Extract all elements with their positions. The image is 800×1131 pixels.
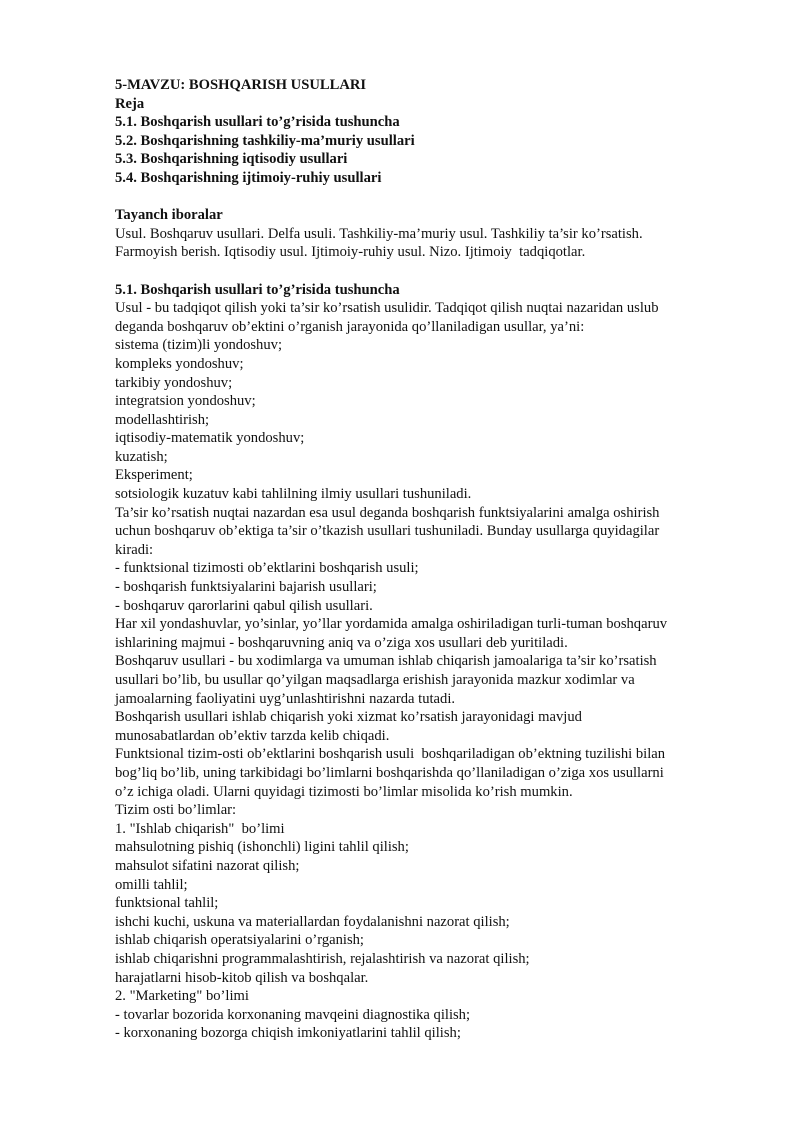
body-line: mahsulot sifatini nazorat qilish;: [115, 857, 300, 874]
body-line: iqtisodiy-matematik yondoshuv;: [115, 430, 305, 447]
section-heading: 5.1. Boshqarish usullari to’g’risida tushuncha: [115, 281, 400, 298]
body-line: 2. "Marketing" bo’limi: [115, 988, 249, 1005]
plan-item: 5.2. Boshqarishning tashkiliy-ma’muriy usullari: [115, 132, 415, 149]
body-line: 1. "Ishlab chiqarish" bo’limi: [115, 820, 285, 837]
body-line: - boshqaruv qarorlarini qabul qilish usullari.: [115, 597, 373, 614]
plan-label: Reja: [115, 95, 145, 112]
body-line: ishlab chiqarishni programmalashtirish, rejalashtirish va nazorat qilish;: [115, 950, 530, 967]
plan-item: 5.4. Boshqarishning ijtimoiy-ruhiy usullari: [115, 169, 382, 186]
body-line: tarkibiy yondoshuv;: [115, 374, 233, 391]
body-line: funktsional tahlil;: [115, 895, 219, 912]
body-line: kuzatish;: [115, 448, 168, 465]
body-line: sistema (tizim)li yondoshuv;: [115, 337, 283, 354]
plan-item: 5.3. Boshqarishning iqtisodiy usullari: [115, 151, 348, 168]
body-line: sotsiologik kuzatuv kabi tahlilning ilmiy usullari tushuniladi.: [115, 486, 472, 503]
document-title: 5-MAVZU: BOSHQARISH USULLARI: [115, 77, 367, 93]
body-line: o’z ichiga oladi. Ularni quyidagi tizimosti bo’limlar misolida ko’rish mumkin.: [115, 783, 573, 800]
body-line: integratsion yondoshuv;: [115, 393, 256, 410]
body-line: Boshqarish usullari ishlab chiqarish yoki xizmat ko’rsatish jarayonidagi mavjud: [115, 709, 582, 726]
body-line: Ta’sir ko’rsatish nuqtai nazardan esa usul deganda boshqarish funktsiyalarini amalga oshirish: [115, 504, 660, 521]
body-line: Funktsional tizim-osti ob’ektlarini boshqarish usuli boshqariladigan ob’ektning tuzilishi bilan: [115, 746, 666, 763]
body-line: - tovarlar bozorida korxonaning mavqeini diagnostika qilish;: [115, 1006, 471, 1023]
body-line: bog’liq bo’lib, uning tarkibidagi bo’limlarni boshqarishda qo’llaniladigan o’ziga xos usullarni: [115, 764, 664, 781]
section-body: [115, 299, 755, 1043]
body-line: harajatlarni hisob-kitob qilish va boshqalar.: [115, 969, 369, 986]
body-line: Tizim osti bo’limlar:: [115, 802, 237, 819]
body-line: - korxonaning bozorga chiqish imkoniyatlarini tahlil qilish;: [115, 1025, 461, 1042]
body-line: munosabatlardan ob’ektiv tarzda kelib chiqadi.: [115, 727, 390, 744]
body-line: ishlarining majmui - boshqaruvning aniq va o’ziga xos usullari deb yuritiladi.: [115, 634, 568, 651]
body-line: modellashtirish;: [115, 411, 210, 428]
body-line: ishchi kuchi, uskuna va materiallardan foydalanishni nazorat qilish;: [115, 913, 510, 930]
keywords-line: Usul. Boshqaruv usullari. Delfa usuli. Tashkiliy-ma’muriy usul. Tashkiliy ta’sir ko’rsatish.: [115, 225, 643, 242]
body-line: ishlab chiqarish operatsiyalarini o’rganish;: [115, 932, 364, 949]
body-line: kompleks yondoshuv;: [115, 355, 244, 372]
body-line: omilli tahlil;: [115, 876, 188, 893]
body-line: jamoalarning faoliyatini uyg’unlashtirishni nazarda tutadi.: [115, 690, 456, 707]
body-line: Eksperiment;: [115, 467, 193, 484]
body-line: uchun boshqaruv ob’ektiga ta’sir o’tkazish usullari tushuniladi. Bunday usullarga quyidagilar: [115, 523, 660, 540]
keywords-line: Farmoyish berish. Iqtisodiy usul. Ijtimoiy-ruhiy usul. Nizo. Ijtimoiy tadqiqotlar.: [115, 244, 586, 261]
body-line: - funktsional tizimosti ob’ektlarini boshqarish usuli;: [115, 560, 419, 577]
body-line: kiradi:: [115, 541, 154, 558]
body-line: Boshqaruv usullari - bu xodimlarga va umuman ishlab chiqarish jamoalariga ta’sir ko’rsatish: [115, 653, 657, 670]
body-line: usullari bo’lib, bu usullar qo’yilgan maqsadlarga erishish jarayonida mazkur xodimlar va: [115, 672, 635, 688]
keywords-heading: Tayanch iboralar: [115, 207, 223, 224]
spacer: [115, 188, 755, 207]
body-line: deganda boshqaruv ob’ektini o’rganish jarayonida qo’llaniladigan usullar, ya’ni:: [115, 318, 585, 335]
spacer: [115, 262, 755, 281]
body-line: Usul - bu tadqiqot qilish yoki ta’sir ko’rsatish usulidir. Tadqiqot qilish nuqtai nazaridan uslub: [115, 300, 659, 317]
body-line: - boshqarish funktsiyalarini bajarish usullari;: [115, 579, 377, 596]
body-line: mahsulotning pishiq (ishonchli) ligini tahlil qilish;: [115, 839, 409, 856]
body-line: Har xil yondashuvlar, yo’sinlar, yo’llar yordamida amalga oshiriladigan turli-tuman boshqaruv: [115, 616, 668, 633]
document-page: [115, 76, 755, 1043]
plan-item: 5.1. Boshqarish usullari to’g’risida tushuncha: [115, 114, 400, 131]
